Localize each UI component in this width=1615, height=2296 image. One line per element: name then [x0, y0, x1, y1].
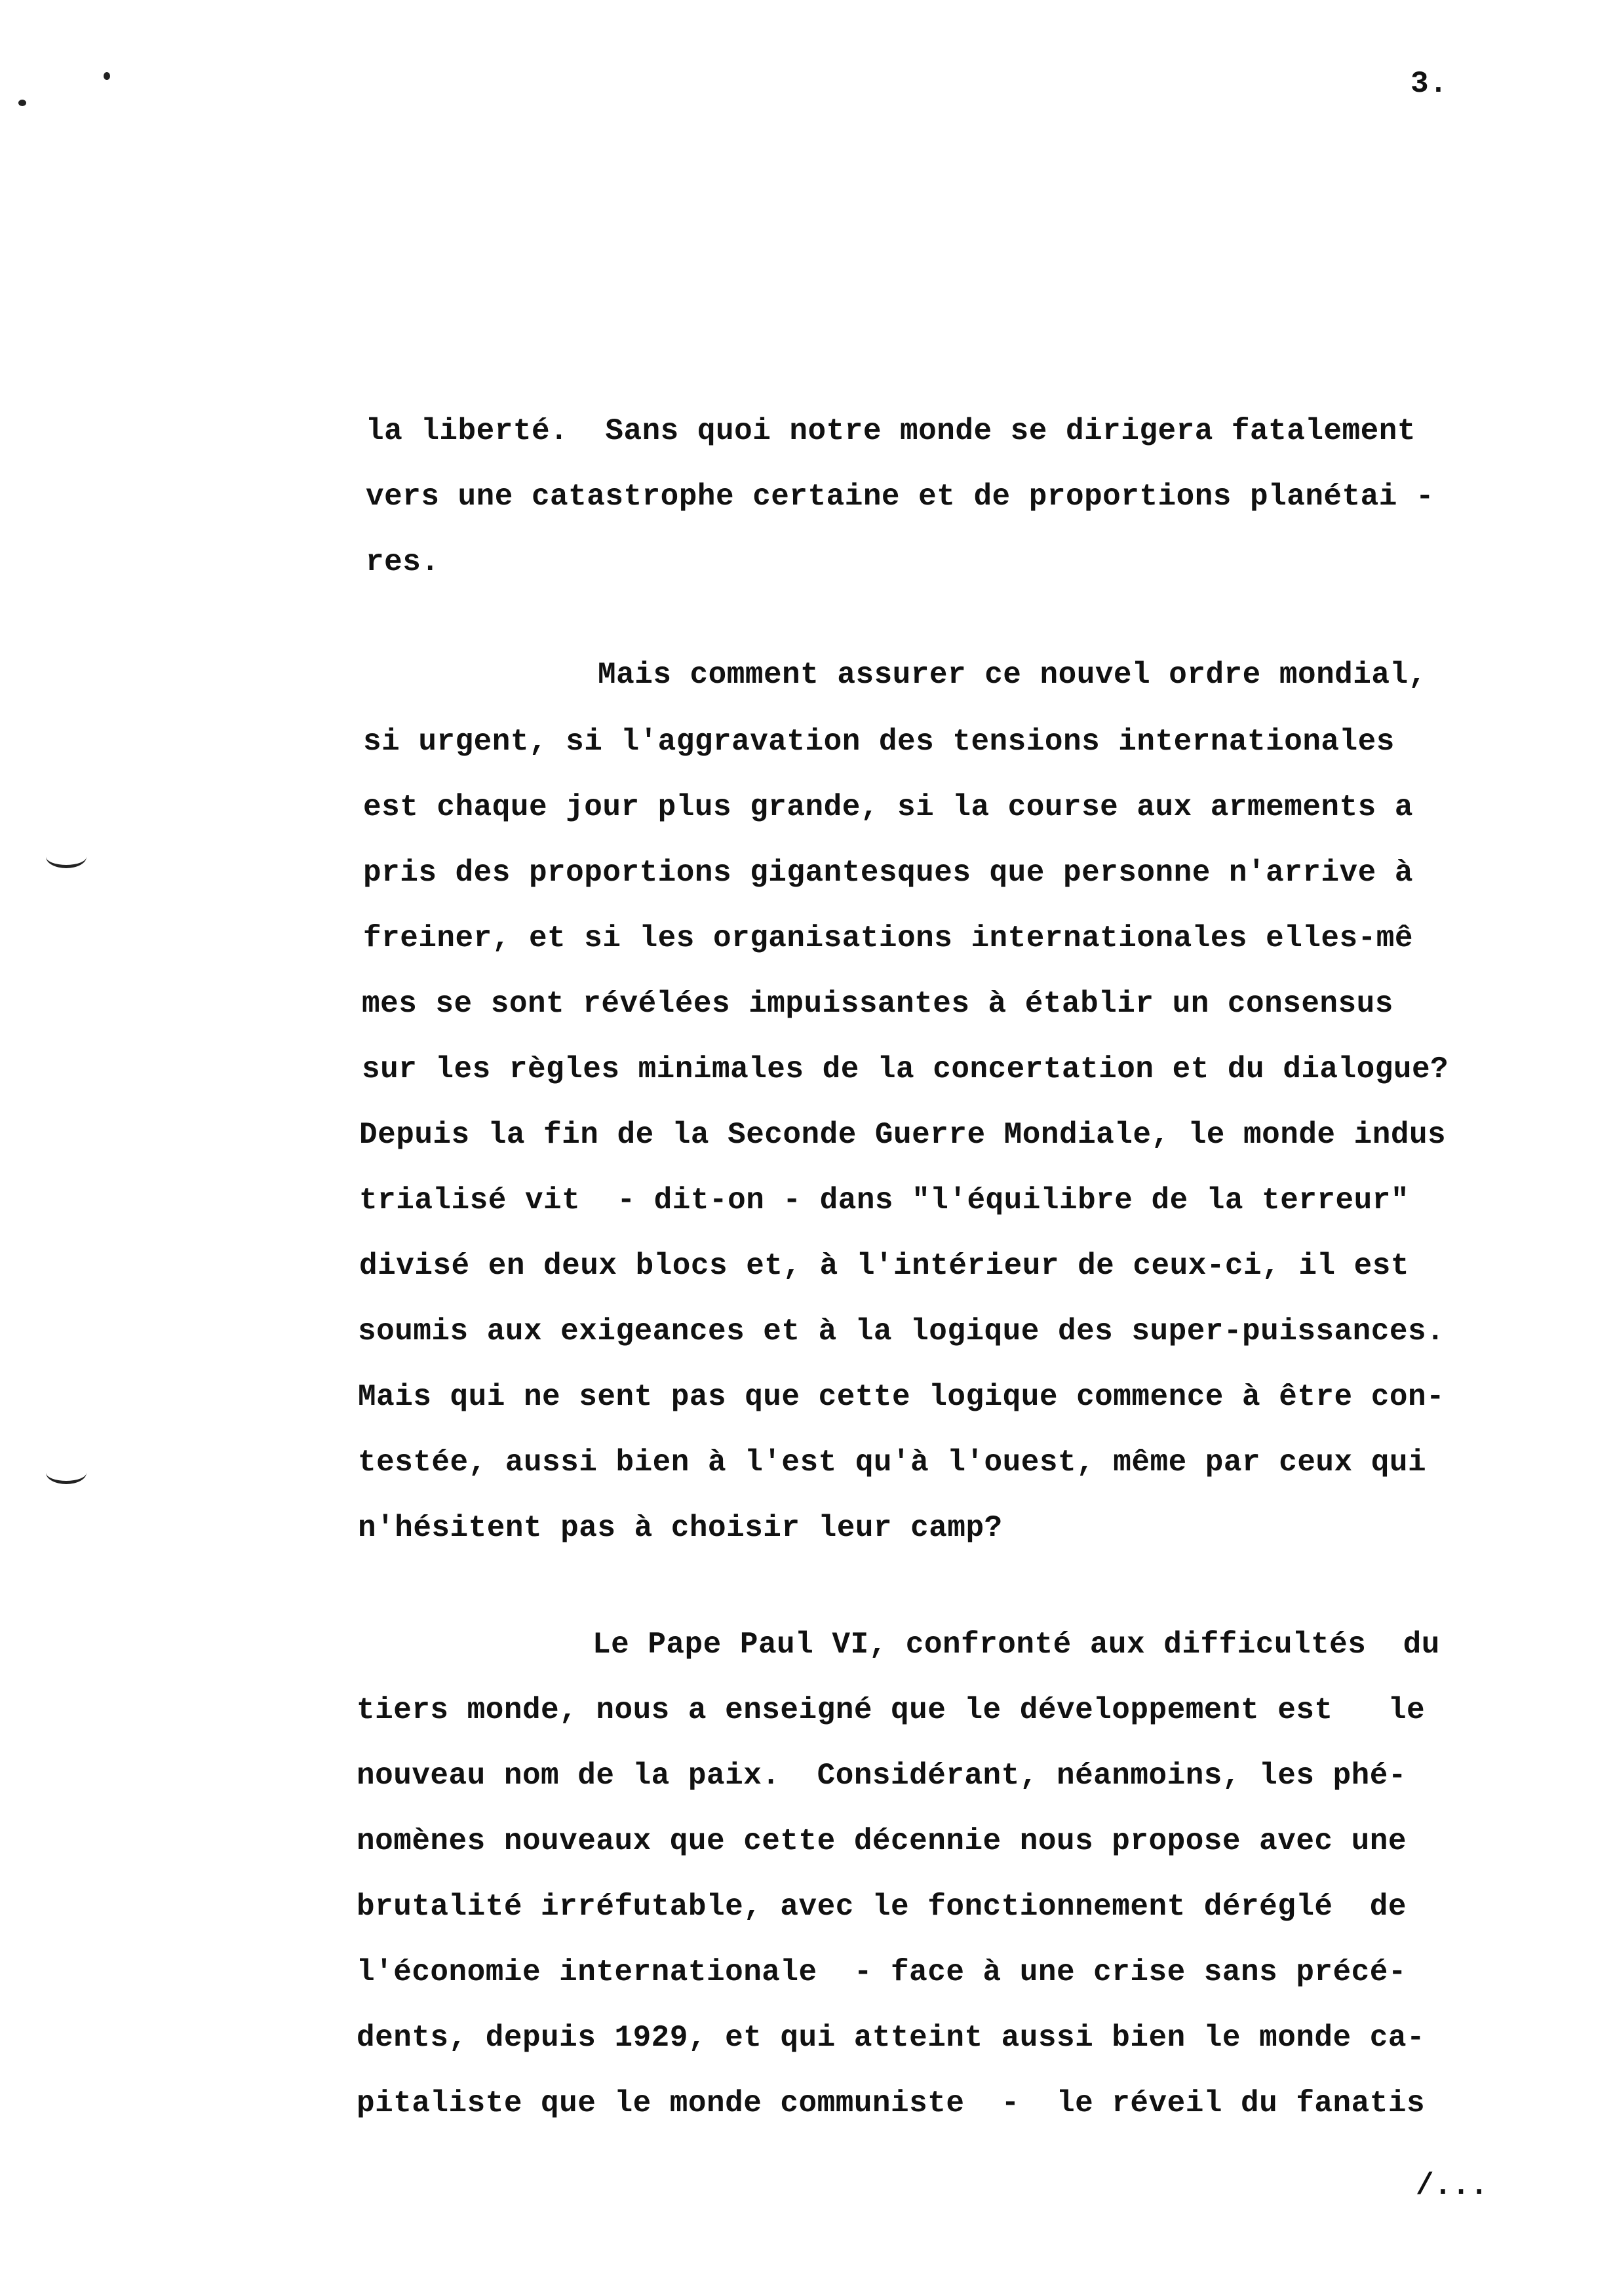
text-line: freiner, et si les organisations internationales elles-mê: [363, 921, 1413, 955]
margin-arc-mark: [46, 1461, 87, 1484]
text-line: mes se sont révélées impuissantes à établir un consensus: [362, 987, 1393, 1021]
margin-dot-mark: [104, 72, 110, 80]
text-line: pris des proportions gigantesques que personne n'arrive à: [363, 856, 1413, 890]
continuation-mark: /...: [1416, 2169, 1489, 2203]
text-line: vers une catastrophe certaine et de proportions planétai -: [366, 480, 1435, 514]
text-line: nouveau nom de la paix. Considérant, néanmoins, les phé-: [357, 1759, 1407, 1793]
text-line: trialisé vit - dit-on - dans "l'équilibre de la terreur": [359, 1183, 1409, 1217]
text-line: soumis aux exigeances et à la logique des super-puissances.: [358, 1314, 1445, 1349]
text-line: pitaliste que le monde communiste - le réveil du fanatis: [357, 2086, 1426, 2120]
text-line: brutalité irréfutable, avec le fonctionnement déréglé de: [357, 1890, 1407, 1924]
text-line: tiers monde, nous a enseigné que le développement est le: [357, 1693, 1426, 1727]
text-line: n'hésitent pas à choisir leur camp?: [358, 1511, 1003, 1545]
text-line: testée, aussi bien à l'est qu'à l'ouest, même par ceux qui: [358, 1445, 1427, 1480]
margin-dot-mark: [18, 100, 26, 106]
page-number: 3.: [1411, 67, 1449, 101]
text-line: l'économie internationale - face à une crise sans précé-: [357, 1955, 1407, 1989]
text-line: dents, depuis 1929, et qui atteint aussi bien le monde ca-: [357, 2021, 1426, 2055]
text-line: sur les règles minimales de la concertation et du dialogue?: [362, 1052, 1449, 1086]
text-line: la liberté. Sans quoi notre monde se dirigera fatalement: [366, 414, 1416, 448]
text-line: Depuis la fin de la Seconde Guerre Mondiale, le monde indus: [359, 1118, 1447, 1152]
text-line: Le Pape Paul VI, confronté aux difficultés du: [593, 1628, 1440, 1662]
text-line: divisé en deux blocs et, à l'intérieur de ceux-ci, il est: [359, 1249, 1409, 1283]
margin-arc-mark: [46, 845, 87, 868]
text-line: Mais qui ne sent pas que cette logique commence à être con-: [358, 1380, 1445, 1414]
text-line: est chaque jour plus grande, si la course aux armements a: [363, 790, 1413, 824]
text-line: nomènes nouveaux que cette décennie nous propose avec une: [357, 1824, 1407, 1858]
text-line: Mais comment assurer ce nouvel ordre mondial,: [598, 658, 1427, 692]
text-line: res.: [366, 545, 440, 579]
text-line: si urgent, si l'aggravation des tensions internationales: [363, 725, 1395, 759]
